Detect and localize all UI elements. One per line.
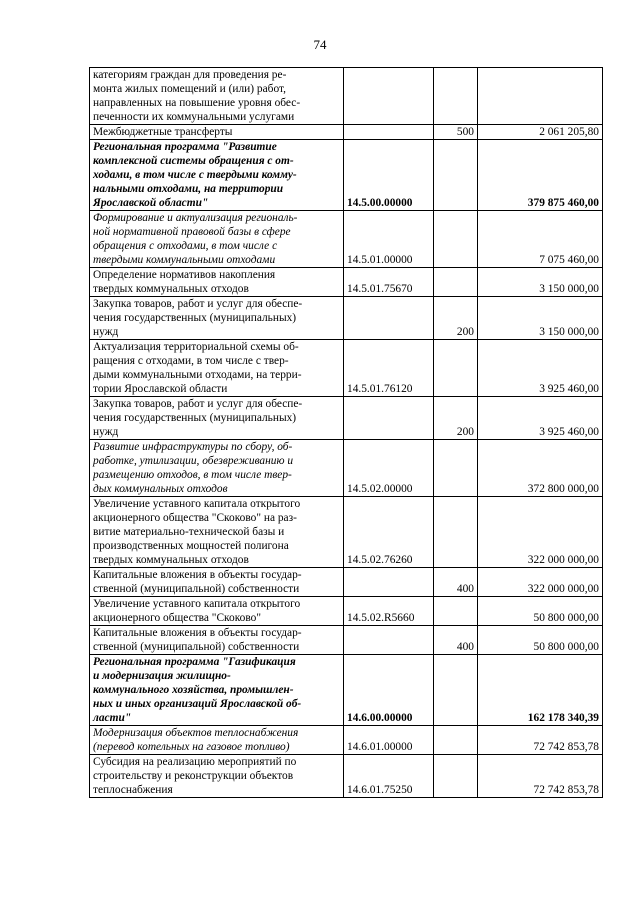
row-name-line: Развитие инфраструктуры по сбору, об- (93, 441, 293, 453)
row-expense-type-cell: 500 (434, 125, 478, 140)
row-name-line: чения государственных (муниципальных) (93, 412, 297, 424)
row-name-line: Региональная программа "Развитие (93, 141, 277, 153)
row-amount-cell: 379 875 460,00 (478, 140, 603, 211)
budget-table-body (90, 68, 603, 798)
row-expense-type-cell (434, 597, 478, 626)
row-name-line: Ярославской области" (93, 197, 209, 209)
row-amount-cell: 322 000 000,00 (478, 497, 603, 568)
row-name-line: монта жилых помещений и (или) работ, (93, 83, 286, 95)
row-name-line: коммунального хозяйства, промышлен- (93, 684, 294, 696)
row-name-line: ласти" (93, 712, 132, 724)
table-row (90, 68, 603, 125)
row-expense-type-cell (434, 655, 478, 726)
row-name-cell (90, 68, 344, 125)
row-expense-type-cell (434, 68, 478, 125)
row-name-line: Увеличение уставного капитала открытого (93, 498, 301, 510)
row-name-cell (90, 140, 344, 211)
row-amount-cell: 72 742 853,78 (478, 726, 603, 755)
row-name-line: Субсидия на реализацию мероприятий по (93, 756, 297, 768)
row-amount-cell: 7 075 460,00 (478, 211, 603, 268)
row-name-cell (90, 568, 344, 597)
row-name-line: чения государственных (муниципальных) (93, 312, 297, 324)
row-name-line: работке, утилизации, обезвреживанию и (93, 455, 294, 467)
row-expense-type-cell (434, 340, 478, 397)
row-amount-cell: 50 800 000,00 (478, 597, 603, 626)
row-expense-type-cell (434, 268, 478, 297)
row-name-line: Формирование и актуализация региональ- (93, 212, 298, 224)
table-row (90, 125, 603, 140)
row-name-line: нальными отходами, на территории (93, 183, 284, 195)
row-amount-cell: 2 061 205,80 (478, 125, 603, 140)
row-name-line: Капитальные вложения в объекты государ- (93, 627, 302, 639)
row-name-line: ходами, в том числе с твердыми комму- (93, 169, 297, 181)
row-name-line: категориям граждан для проведения ре- (93, 69, 287, 81)
row-name-cell (90, 440, 344, 497)
row-name-line: Закупка товаров, работ и услуг для обеспе- (93, 398, 303, 410)
row-name-line: теплоснабжения (93, 784, 173, 796)
row-code-cell (344, 297, 434, 340)
table-row (90, 211, 603, 268)
row-code-cell: 14.5.00.00000 (344, 140, 434, 211)
row-expense-type-cell: 400 (434, 568, 478, 597)
row-name-line: Увеличение уставного капитала открытого (93, 598, 301, 610)
table-row (90, 497, 603, 568)
row-name-line: (перевод котельных на газовое топливо) (93, 741, 290, 753)
row-code-cell (344, 125, 434, 140)
row-name-line: дыми коммунальными отходами, на терри- (93, 369, 302, 381)
row-name-line: Региональная программа "Газификация (93, 656, 296, 668)
row-code-cell: 14.6.01.00000 (344, 726, 434, 755)
row-code-cell: 14.5.01.75670 (344, 268, 434, 297)
table-row (90, 140, 603, 211)
row-name-line: нужд (93, 426, 119, 438)
row-name-line: и модернизация жилищно- (93, 670, 231, 682)
row-name-cell (90, 597, 344, 626)
row-amount-cell: 72 742 853,78 (478, 755, 603, 798)
table-row (90, 626, 603, 655)
table-row (90, 655, 603, 726)
row-name-line: твердыми коммунальными отходами (93, 254, 276, 266)
row-code-cell: 14.5.02.R5660 (344, 597, 434, 626)
row-code-cell: 14.5.02.76260 (344, 497, 434, 568)
row-code-cell: 14.5.02.00000 (344, 440, 434, 497)
row-amount-cell: 3 150 000,00 (478, 297, 603, 340)
row-name-line: направленных на повышение уровня обес- (93, 97, 301, 109)
row-name-line: Капитальные вложения в объекты государ- (93, 569, 302, 581)
row-name-line: Закупка товаров, работ и услуг для обеспе- (93, 298, 303, 310)
row-amount-cell: 50 800 000,00 (478, 626, 603, 655)
table-row (90, 726, 603, 755)
row-name-line: Актуализация территориальной схемы об- (93, 341, 299, 353)
row-amount-cell: 3 150 000,00 (478, 268, 603, 297)
page-number: 74 (313, 37, 327, 52)
row-code-cell (344, 397, 434, 440)
table-row (90, 297, 603, 340)
row-name-line: Межбюджетные трансферты (93, 126, 233, 138)
row-name-line: тории Ярославской области (93, 383, 228, 395)
row-name-cell (90, 726, 344, 755)
row-name-line: размещению отходов, в том числе твер- (93, 469, 292, 481)
row-name-line: ращения с отходами, в том числе с твер- (93, 355, 289, 367)
row-name-line: акционерного общества "Скоково" (93, 612, 262, 624)
row-name-cell (90, 497, 344, 568)
row-code-cell (344, 68, 434, 125)
row-amount-cell: 322 000 000,00 (478, 568, 603, 597)
row-name-cell (90, 125, 344, 140)
row-name-cell (90, 297, 344, 340)
row-name-line: ных и иных организаций Ярославской об- (93, 698, 302, 710)
row-expense-type-cell (434, 497, 478, 568)
table-row (90, 397, 603, 440)
table-row (90, 755, 603, 798)
row-name-line: ной нормативной правовой базы в сфере (93, 226, 291, 238)
row-expense-type-cell (434, 755, 478, 798)
row-name-line: печенности их коммунальными услугами (93, 111, 295, 123)
row-name-line: комплексной системы обращения с от- (93, 155, 294, 167)
table-row (90, 340, 603, 397)
row-expense-type-cell (434, 726, 478, 755)
row-name-line: дых коммунальных отходов (93, 483, 228, 495)
row-name-cell (90, 340, 344, 397)
row-amount-cell (478, 68, 603, 125)
row-name-cell (90, 397, 344, 440)
row-expense-type-cell (434, 140, 478, 211)
row-expense-type-cell (434, 211, 478, 268)
row-code-cell (344, 626, 434, 655)
row-code-cell: 14.5.01.00000 (344, 211, 434, 268)
row-expense-type-cell: 200 (434, 397, 478, 440)
row-code-cell: 14.5.01.76120 (344, 340, 434, 397)
row-expense-type-cell (434, 440, 478, 497)
row-code-cell (344, 568, 434, 597)
row-name-line: ственной (муниципальной) собственности (93, 583, 300, 595)
table-row (90, 568, 603, 597)
row-name-line: витие материально-технической базы и (93, 526, 285, 538)
row-expense-type-cell: 400 (434, 626, 478, 655)
row-name-line: строительству и реконструкции объектов (93, 770, 294, 782)
table-row (90, 597, 603, 626)
row-amount-cell: 3 925 460,00 (478, 340, 603, 397)
budget-table (89, 67, 603, 798)
row-amount-cell: 372 800 000,00 (478, 440, 603, 497)
row-code-cell: 14.6.00.00000 (344, 655, 434, 726)
row-amount-cell: 3 925 460,00 (478, 397, 603, 440)
row-code-cell: 14.6.01.75250 (344, 755, 434, 798)
row-name-line: акционерного общества "Скоково" на раз- (93, 512, 297, 524)
table-row (90, 268, 603, 297)
row-name-cell (90, 655, 344, 726)
row-name-line: Модернизация объектов теплоснабжения (93, 727, 299, 739)
row-name-line: Определение нормативов накопления (93, 269, 276, 281)
row-expense-type-cell: 200 (434, 297, 478, 340)
row-name-cell (90, 211, 344, 268)
row-name-line: нужд (93, 326, 119, 338)
row-amount-cell: 162 178 340,39 (478, 655, 603, 726)
row-name-line: ственной (муниципальной) собственности (93, 641, 300, 653)
row-name-cell (90, 268, 344, 297)
row-name-line: твердых коммунальных отходов (93, 283, 249, 295)
table-row (90, 440, 603, 497)
row-name-line: производственных мощностей полигона (93, 540, 289, 552)
row-name-line: твердых коммунальных отходов (93, 554, 249, 566)
row-name-cell (90, 755, 344, 798)
row-name-cell (90, 626, 344, 655)
row-name-line: обращения с отходами, в том числе с (93, 240, 278, 252)
